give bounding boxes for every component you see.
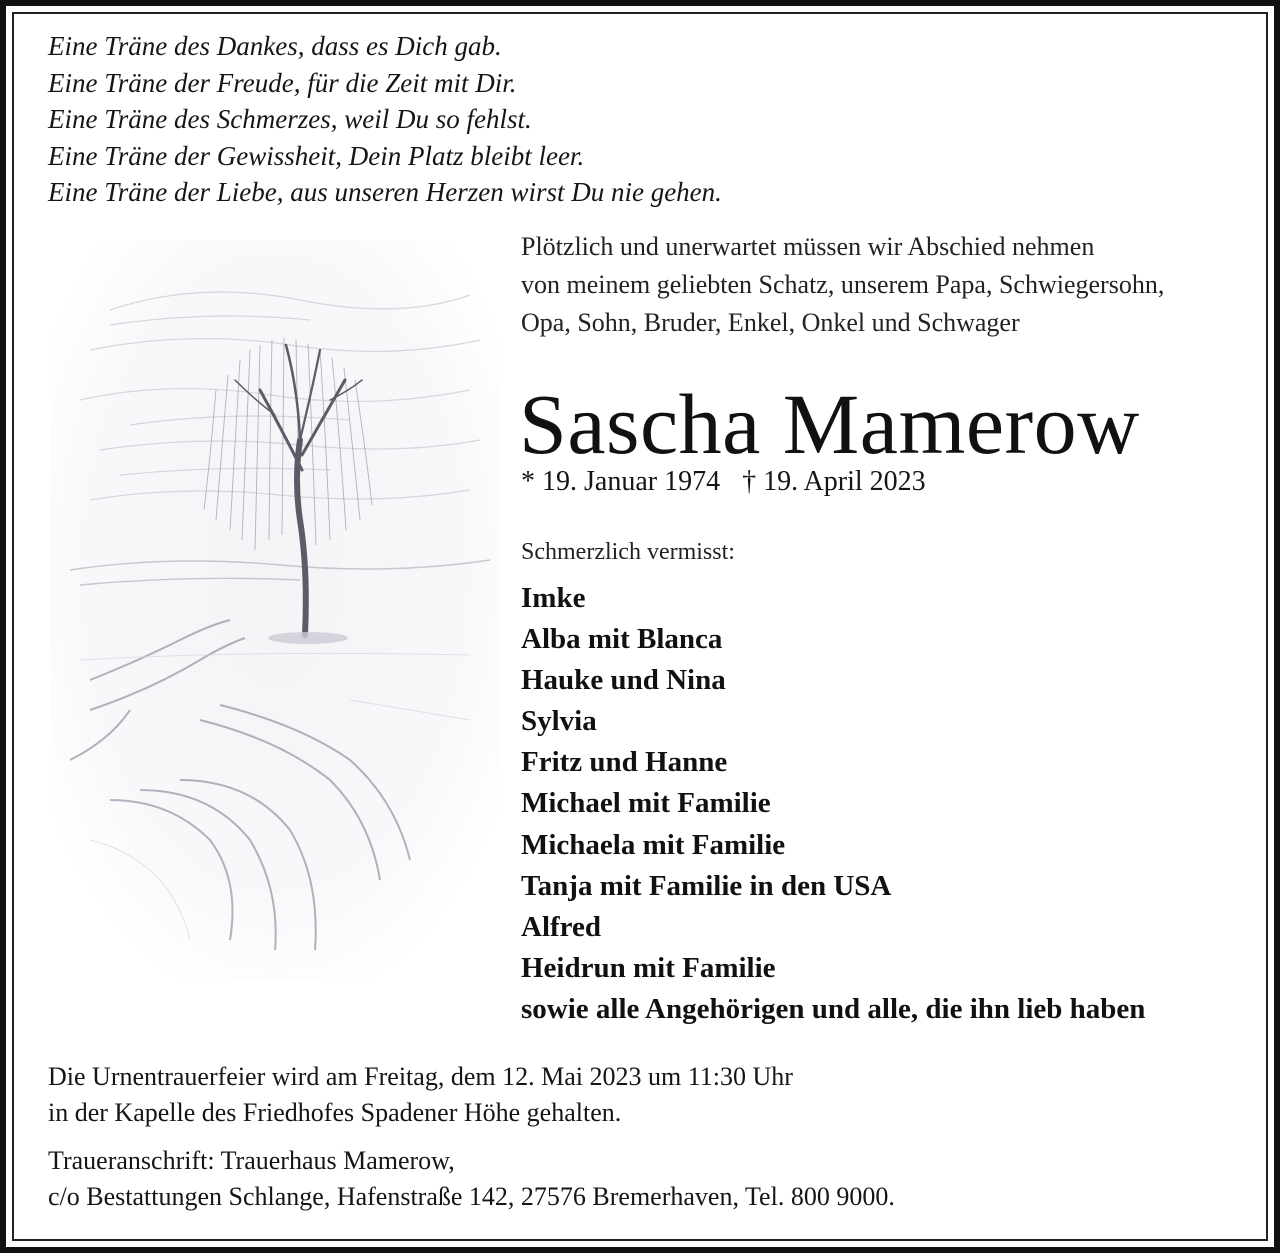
intro-line: Opa, Sohn, Bruder, Enkel, Onkel und Schwager	[521, 308, 1020, 337]
willow-tree-illustration	[50, 240, 500, 980]
poem-line: Eine Träne der Gewissheit, Dein Platz bleibt leer.	[48, 140, 585, 171]
mourner: Tanja mit Familie in den USA	[521, 869, 892, 902]
poem-line: Eine Träne des Schmerzes, weil Du so fehlst.	[48, 104, 532, 134]
mourner: Alfred	[521, 910, 602, 943]
intro-line: Plötzlich und unerwartet müssen wir Abschied nehmen	[521, 232, 1095, 261]
birth-date: * 19. Januar 1974	[521, 466, 721, 497]
service-info	[48, 1059, 793, 1131]
poem-line: Eine Träne der Freude, für die Zeit mit Dir.	[48, 67, 517, 98]
poem-line: Eine Träne der Liebe, aus unseren Herzen wirst Du nie gehen.	[48, 177, 722, 207]
death-date: † 19. April 2023	[742, 466, 926, 497]
mourner: Alba mit Blanca	[521, 623, 723, 656]
mourner: Michaela mit Familie	[521, 828, 786, 861]
mourner: Sylvia	[521, 705, 597, 738]
deceased-name: Sascha Mamerow	[519, 376, 1140, 472]
mourner: Fritz und Hanne	[521, 746, 728, 779]
service-line: Die Urnentrauerfeier wird am Freitag, dem 12. Mai 2023 um 11:30 Uhr	[48, 1062, 793, 1091]
mourner: Hauke und Nina	[521, 664, 726, 697]
mourner: Heidrun mit Familie	[521, 951, 776, 984]
intro-line: von meinem geliebten Schatz, unserem Papa, Schwiegersohn,	[521, 270, 1165, 299]
poem	[48, 28, 722, 211]
mourning-address	[48, 1143, 895, 1215]
missed-label: Schmerzlich vermisst:	[521, 539, 735, 565]
mourner: sowie alle Angehörigen und alle, die ihn lieb haben	[521, 992, 1146, 1025]
mourner: Michael mit Familie	[521, 787, 771, 820]
service-line: in der Kapelle des Friedhofes Spadener Höhe gehalten.	[48, 1098, 622, 1127]
intro-text	[521, 228, 1164, 342]
poem-line: Eine Träne des Dankes, dass es Dich gab.	[48, 31, 502, 61]
address-line: c/o Bestattungen Schlange, Hafenstraße 142, 27576 Bremerhaven, Tel. 800 9000.	[48, 1182, 895, 1211]
address-line: Traueranschrift: Trauerhaus Mamerow,	[48, 1146, 455, 1175]
life-dates	[521, 465, 926, 499]
mourner: Imke	[521, 582, 586, 614]
tree-shadow	[268, 632, 348, 644]
mourners-list	[521, 578, 1145, 1030]
